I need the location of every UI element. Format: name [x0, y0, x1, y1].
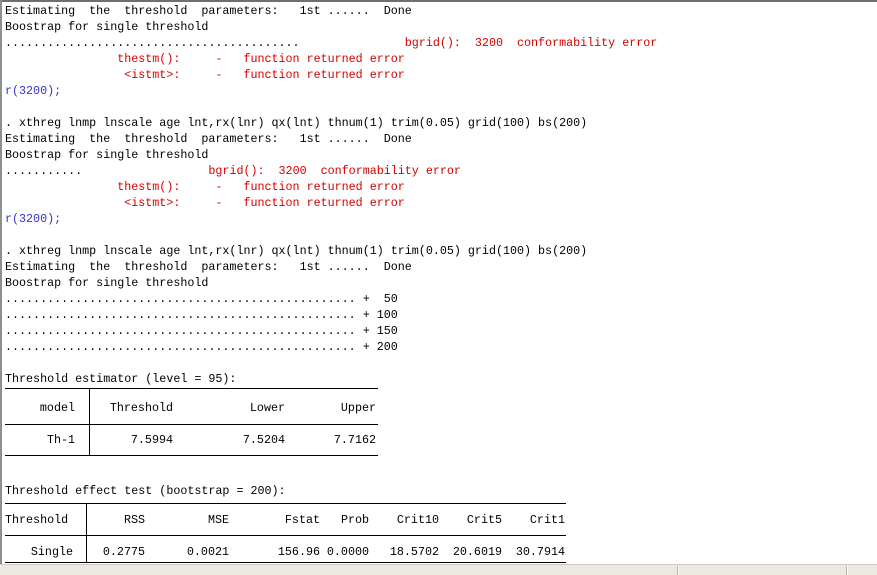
table-rule: [5, 424, 378, 425]
console-line: [5, 163, 657, 179]
column-header: RSS: [123, 513, 145, 527]
table-cell: 0.0021: [186, 545, 229, 559]
threshold-estimator-table: [5, 388, 378, 456]
table-cell: 7.7162: [333, 433, 376, 447]
estimator-table-title: Threshold estimator (level = 95):: [5, 372, 237, 386]
column-header: Threshold: [109, 401, 173, 415]
console-line: [5, 147, 657, 163]
table-rule: [5, 455, 378, 456]
console-line: [5, 83, 657, 99]
console-text: .................................................. + 150: [5, 324, 398, 338]
threshold-effect-table: [5, 503, 566, 563]
column-header: Fstat: [284, 513, 320, 527]
table-cell: 0.0000: [326, 545, 369, 559]
status-bar: [0, 564, 877, 575]
table-cell: 7.5204: [242, 433, 285, 447]
console-line: [5, 99, 657, 115]
column-header: model: [39, 401, 75, 415]
window-top-border: [0, 0, 877, 2]
console-line: [5, 339, 657, 355]
column-header: Crit1: [529, 513, 565, 527]
console-text: ...........: [5, 164, 83, 178]
console-line: [5, 179, 657, 195]
column-header: MSE: [207, 513, 229, 527]
status-bar-divider: [677, 566, 679, 575]
table-cell: Single: [30, 545, 73, 559]
table-rule: [5, 503, 566, 504]
error-text: thestm(): - function returned error: [5, 180, 405, 194]
column-header: Crit5: [466, 513, 502, 527]
console-text: ..........................................: [5, 36, 300, 50]
console-line: [5, 195, 657, 211]
window-left-border: [0, 0, 2, 575]
console-text: .................................................. + 100: [5, 308, 398, 322]
column-header: Upper: [340, 401, 376, 415]
console-line: [5, 259, 657, 275]
console-line: [5, 211, 657, 227]
table-cell: 0.2775: [102, 545, 145, 559]
console-line: [5, 131, 657, 147]
table-divider: [86, 503, 87, 562]
table-cell: Th-1: [46, 433, 75, 447]
table-cell: 7.5994: [130, 433, 173, 447]
console-text: .................................................. + 200: [5, 340, 398, 354]
column-header: Lower: [249, 401, 285, 415]
table-divider: [89, 388, 90, 455]
console-line: [5, 243, 657, 259]
console-text: Estimating the threshold parameters: 1st ...... Done: [5, 4, 412, 18]
console-text: Estimating the threshold parameters: 1st ...... Done: [5, 260, 412, 274]
return-code-link[interactable]: r(3200);: [5, 212, 62, 226]
table-cell: 156.96: [277, 545, 320, 559]
console-text: Estimating the threshold parameters: 1st ...... Done: [5, 132, 412, 146]
effect-table-title: Threshold effect test (bootstrap = 200):: [5, 484, 286, 498]
console-line: [5, 227, 657, 243]
console-text: .................................................. + 50: [5, 292, 398, 306]
status-bar-divider: [846, 566, 848, 575]
console-line: [5, 35, 657, 51]
error-text: <istmt>: - function returned error: [5, 196, 405, 210]
console-line: [5, 51, 657, 67]
console-output: [5, 3, 657, 355]
console-text: Boostrap for single threshold: [5, 148, 209, 162]
console-line: [5, 323, 657, 339]
table-rule: [5, 535, 566, 536]
table-cell: 18.5702: [389, 545, 439, 559]
console-text: . xthreg lnmp lnscale age lnt,rx(lnr) qx(lnt) thnum(1) trim(0.05) grid(100) bs(200): [5, 244, 588, 258]
console-line: [5, 3, 657, 19]
return-code-link[interactable]: r(3200);: [5, 84, 62, 98]
console-line: [5, 115, 657, 131]
error-text: bgrid(): 3200 conformability error: [299, 36, 658, 50]
console-line: [5, 67, 657, 83]
console-text: Boostrap for single threshold: [5, 276, 209, 290]
console-line: [5, 19, 657, 35]
column-header: Prob: [340, 513, 369, 527]
table-cell: 20.6019: [452, 545, 502, 559]
column-header: Crit10: [396, 513, 439, 527]
error-text: bgrid(): 3200 conformability error: [82, 164, 461, 178]
console-line: [5, 275, 657, 291]
table-rule: [5, 562, 566, 563]
console-text: . xthreg lnmp lnscale age lnt,rx(lnr) qx(lnt) thnum(1) trim(0.05) grid(100) bs(200): [5, 116, 588, 130]
console-text: Boostrap for single threshold: [5, 20, 209, 34]
error-text: thestm(): - function returned error: [5, 52, 405, 66]
table-rule: [5, 388, 378, 389]
table-cell: 30.7914: [515, 545, 565, 559]
console-line: [5, 291, 657, 307]
error-text: <istmt>: - function returned error: [5, 68, 405, 82]
console-line: [5, 307, 657, 323]
column-header: Threshold: [5, 513, 69, 527]
